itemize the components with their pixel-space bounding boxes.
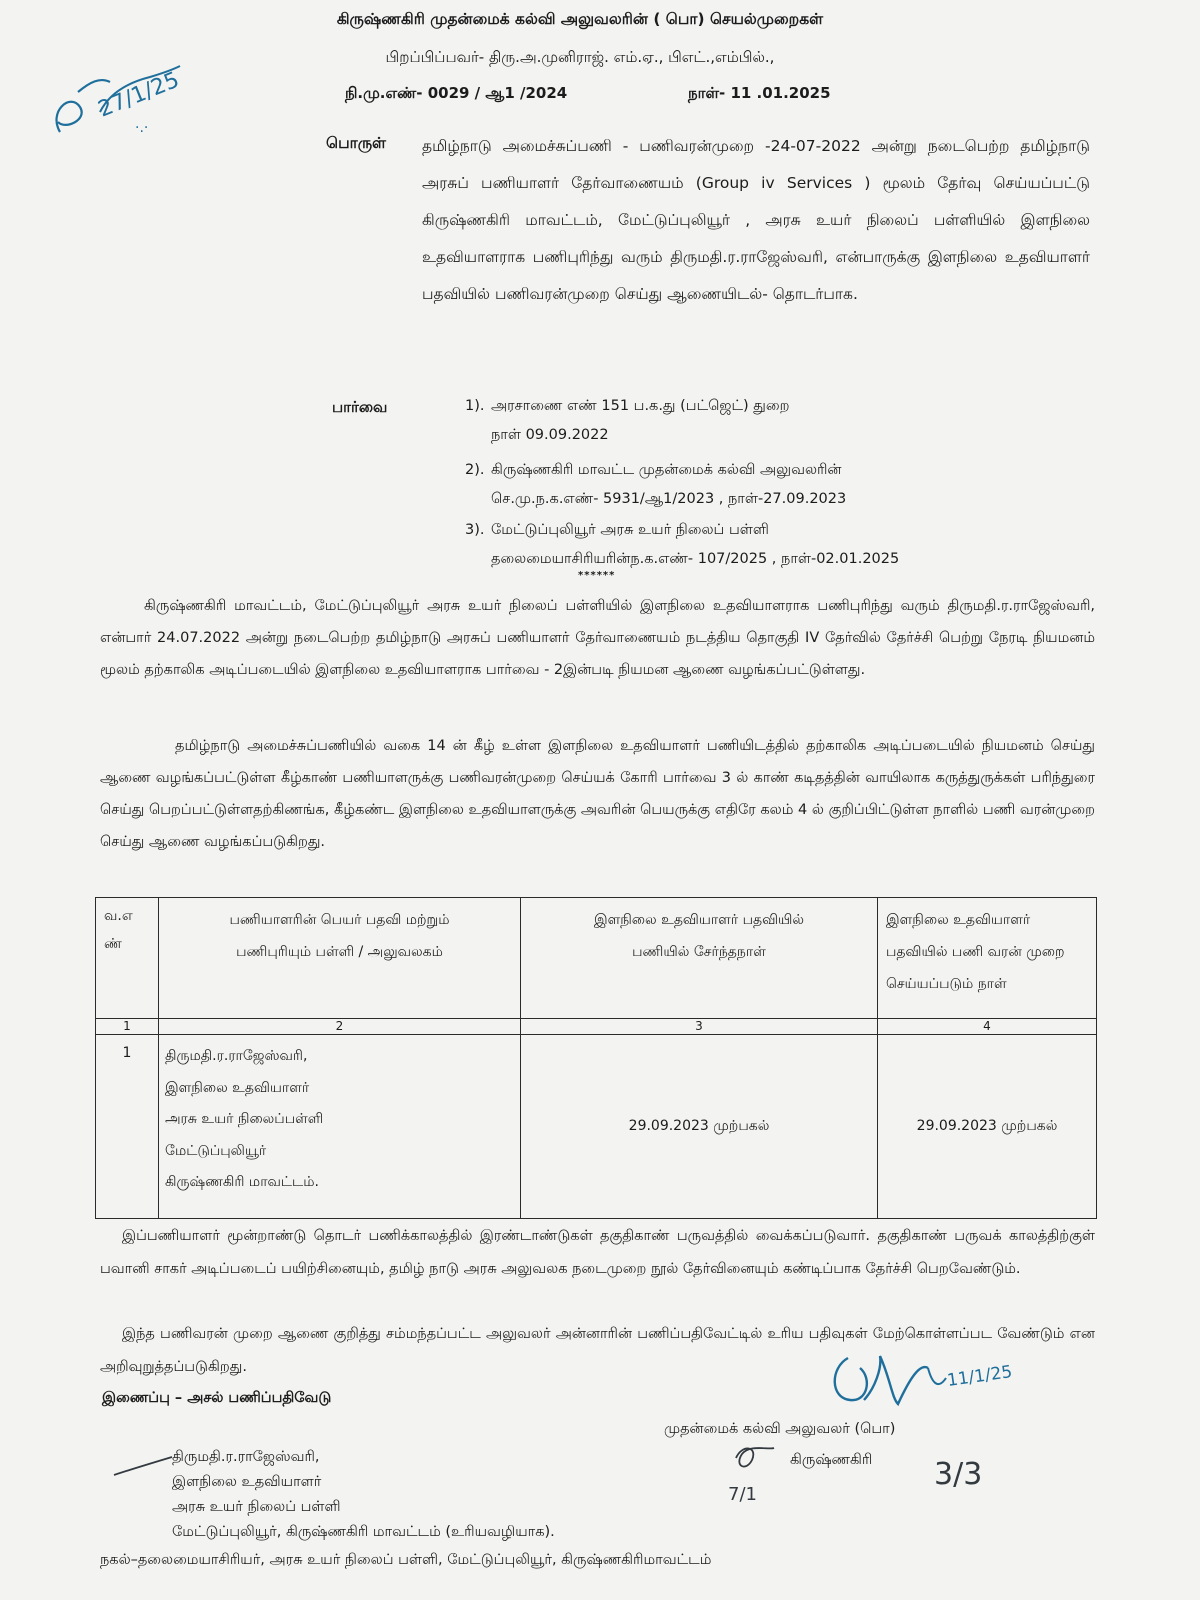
paragraph-regularisation: தமிழ்நாடு அமைச்சுப்பணியில் வகை 14 ன் கீழ் உள்ள இளநிலை உதவியாளர் பணியிடத்தில் தற்காலிக அடிப்படையில் நியமனம் செய்து ஆணை வழங்கப்பட்டுள்ள கீழ்காண் பணியாளருக்கு பணிவரன்முறை செய்யக் கோரி பார்வை 3 ல் காண் கடிதத்தின் வாயிலாக கருத்துருக்கள் பரிந்துரை செய்து பெறப்பட்டுள்ளதற்கிணங்க, கீழ்கண்ட இளநிலை உதவியாளருக்கு அவரின் பெயருக்கு எதிரே கலம் 4 ல் குறிப்பிட்டுள்ள நாளில் பணி வரன்முறை செய்து ஆணை வழங்கப்படுகிறது. <box>100 738 1095 850</box>
table-header-row <box>96 898 1097 1019</box>
office-initial <box>728 1440 788 1506</box>
officer-signature <box>820 1338 1020 1418</box>
row-employee-details: திருமதி.ர.ராஜேஸ்வரி, இளநிலை உதவியாளர் அரசு உயர் நிலைப்பள்ளி மேட்டுப்புலியூர் கிருஷ்ணகிரி மாவட்டம். <box>159 1035 521 1219</box>
order-number: நி.மு.எண்- 0029 / ஆ1 /2024 <box>345 84 568 102</box>
reference-item: 2). கிருஷ்ணகிரி மாவட்ட முதன்மைக் கல்வி அலுவலரின் செ.மு.ந.க.எண்- 5931/ஆ1/2023 , நாள்-27.09.2023 <box>465 462 847 507</box>
document-title: கிருஷ்ணகிரி முதன்மைக் கல்வி அலுவலரின் ( பொ) செயல்முறைகள் <box>336 10 824 28</box>
column-number: 3 <box>521 1019 878 1035</box>
regularisation-table <box>95 897 1097 1219</box>
reference-item: 1). அரசாணை எண் 151 ப.க.து (பட்ஜெட்) துறை நாள் 09.09.2022 <box>465 398 790 443</box>
recipient-address: திருமதி.ர.ராஜேஸ்வரி, இளநிலை உதவியாளர் அரசு உயர் நிலைப் பள்ளி மேட்டுப்புலியூர், கிருஷ்ணகிரி மாவட்டம் (உரியவழியாக). <box>172 1449 555 1540</box>
signature-date: 11/1/25 <box>945 1362 1014 1391</box>
signatory-place: கிருஷ்ணகிரி <box>790 1452 873 1468</box>
subject-label: பொருள் <box>326 134 387 152</box>
table-row <box>96 1035 1097 1219</box>
recipient-pen-mark <box>112 1455 174 1480</box>
column-number: 1 <box>96 1019 159 1035</box>
paragraph-probation: இப்பணியாளர் மூன்றாண்டு தொடர் பணிக்காலத்தில் இரண்டாண்டுகள் தகுதிகாண் பருவத்தில் வைக்கப்படுவார். தகுதிகாண் பருவக் காலத்திற்குள் பவானி சாகர் அடிப்படைப் பயிற்சினையும், தமிழ் நாடு அரசு அலுவலக நடைமுறை நூல் தேர்வினையும் கண்டிப்பாக தேர்ச்சி பெறவேண்டும். <box>100 1228 1095 1277</box>
column-number: 4 <box>878 1019 1097 1035</box>
order-date: நாள்- 11 .01.2025 <box>688 84 831 102</box>
paragraph-service-register: இந்த பணிவரன் முறை ஆணை குறித்து சம்மந்தப்பட்ட அலுவலர் அன்னாரின் பணிப்பதிவேட்டில் உரிய பதிவுகள் மேற்கொள்ளப்பட வேண்டும் என அறிவுறுத்தப்படுகிறது. <box>100 1326 1095 1375</box>
row-sno: 1 <box>96 1035 159 1219</box>
page-mark <box>930 1450 1000 1495</box>
enclosure-note: இணைப்பு – அசல் பணிப்பதிவேடு <box>102 1390 332 1406</box>
handwritten-date-top-left: 27/1/25 <box>94 67 183 123</box>
copy-to: நகல்–தலைமையாசிரியர், அரசு உயர் நிலைப் பள்ளி, மேட்டுப்புலியூர், கிருஷ்ணகிரிமாவட்டம் <box>100 1552 712 1568</box>
header-joining-date: இளநிலை உதவியாளர் பதவியில் பணியில் சேர்ந்தநாள் <box>521 898 878 1019</box>
column-number-row <box>96 1019 1097 1035</box>
subject-text: தமிழ்நாடு அமைச்சுப்பணி - பணிவரன்முறை -24-07-2022 அன்று நடைபெற்ற தமிழ்நாடு அரசுப் பணியாளர் தேர்வாணையம் (Group iv Services ) மூலம் தேர்வு செய்யப்பட்டு கிருஷ்ணகிரி மாவட்டம், மேட்டுப்புலியூர் , அரசு உயர் நிலைப் பள்ளியில் இளநிலை உதவியாளராக பணிபுரிந்து வரும் திருமதி.ர.ராஜேஸ்வரி, என்பாருக்கு இளநிலை உதவியாளர் பதவியில் பணிவரன்முறை செய்து ஆணையிடல்- தொடர்பாக. <box>422 137 1090 303</box>
header-employee: பணியாளரின் பெயர் பதவி மற்றும் பணிபுரியும் பள்ளி / அலுவலகம் <box>159 898 521 1019</box>
paragraph-appointment: கிருஷ்ணகிரி மாவட்டம், மேட்டுப்புலியூர் அரசு உயர் நிலைப் பள்ளியில் இளநிலை உதவியாளராக பணிபுரிந்து வரும் திருமதி.ர.ராஜேஸ்வரி, என்பார் 24.07.2022 அன்று நடைபெற்ற தமிழ்நாடு அரசுப் பணியாளர் தேர்வாணையம் நடத்திய தொகுதி IV தேர்வில் தேர்ச்சி பெற்று நேரடி நியமனம் மூலம் தற்காலிக அடிப்படையில் இளநிலை உதவியாளராக பார்வை - 2இன்படி நியமன ஆணை வழங்கப்பட்டுள்ளது. <box>100 598 1095 678</box>
svg-text:·.·: ·.· <box>135 120 149 136</box>
header-regularisation-date: இளநிலை உதவியாளர் பதவியில் பணி வரன் முறை செய்யப்படும் நாள் <box>878 898 1097 1019</box>
row-regularisation-date: 29.09.2023 முற்பகல் <box>878 1035 1097 1219</box>
issuer-line: பிறப்பிப்பவர்- திரு.அ.முனிராஜ். எம்.ஏ., பிஎட்.,எம்பில்., <box>385 48 775 66</box>
references-list <box>465 392 1065 574</box>
initial-date: 7/1 <box>728 1484 757 1505</box>
signatory-designation: முதன்மைக் கல்வி அலுவலர் (பொ) <box>664 1421 896 1437</box>
references-label: பார்வை <box>332 398 388 416</box>
header-sno: வ.எ ண் <box>96 898 159 1019</box>
separator-stars: ****** <box>578 570 616 581</box>
row-joining-date: 29.09.2023 முற்பகல் <box>521 1035 878 1219</box>
page-mark-text: 3/3 <box>934 1457 983 1492</box>
column-number: 2 <box>159 1019 521 1035</box>
reference-item: 3). மேட்டுப்புலியூர் அரசு உயர் நிலைப் பள்ளி தலைமையாசிரியரின்ந.க.எண்- 107/2025 , நாள்-02.01.2025 <box>465 522 900 567</box>
